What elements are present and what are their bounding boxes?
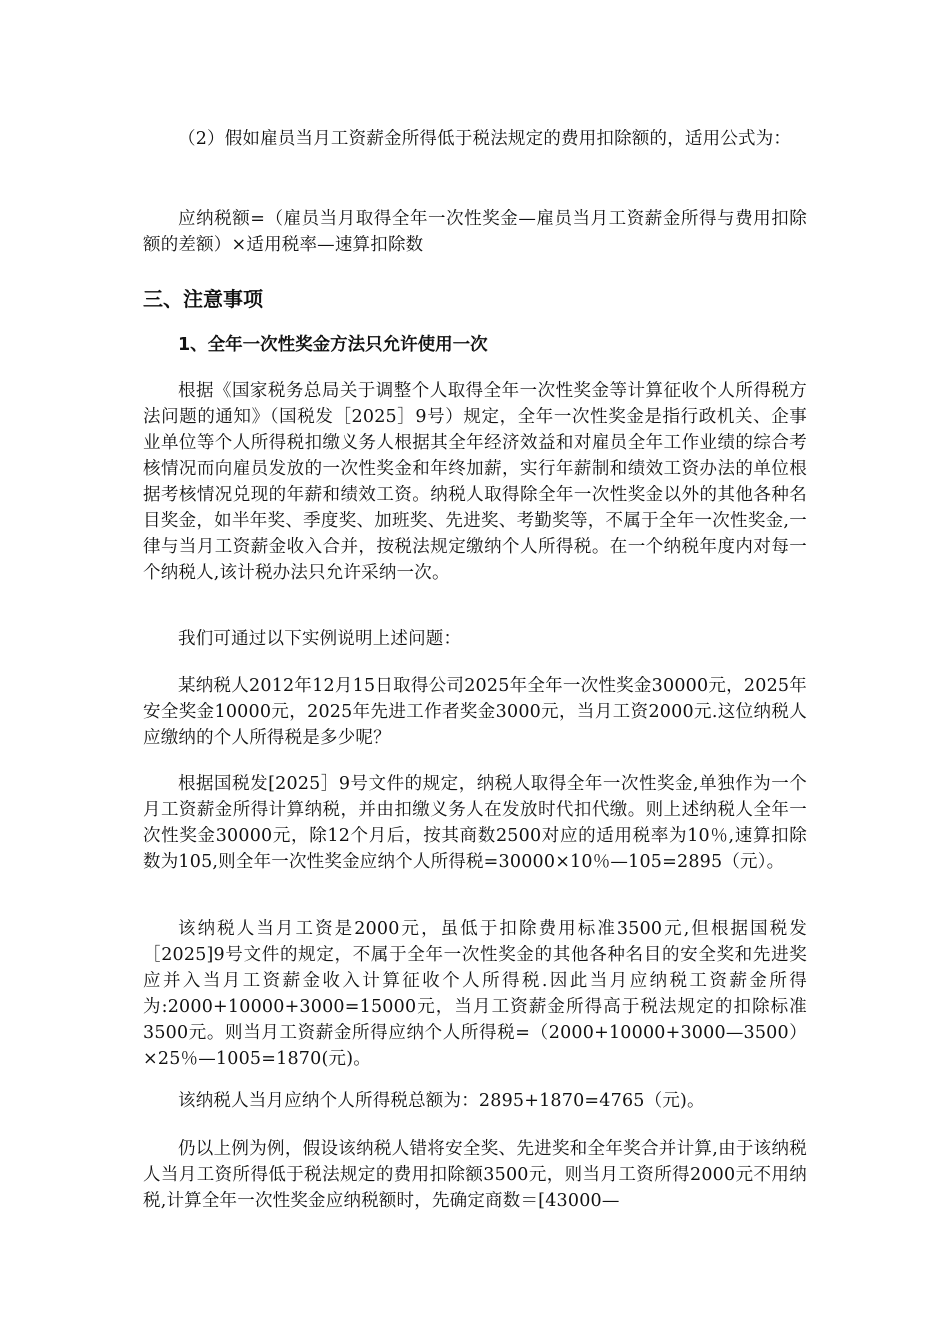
section-heading: 三、注意事项 [143,287,263,311]
paragraph-formula-intro: （2）假如雇员当月工资薪金所得低于税法规定的费用扣除额的，适用公式为： [178,129,792,149]
paragraph-total: 该纳税人当月应纳个人所得税总额为：2895+1870=4765（元)。 [178,1091,705,1111]
paragraph-salary-calculation: 该纳税人当月工资是2000元，虽低于扣除费用标准3500元,但根据国税发［2025]9号文件的规定，不属于全年一次性奖金的其他各种名目的安全奖和先进奖应并入当月工资薪金收入计算征收个人所得税.因此当月应纳税工资薪金所得为:2000+10000+3000=15000元，当月工资薪金所得高于税法规定的扣除标准3500元。则当月工资薪金所得应纳个人所得税=（2000+10000+3000—3500）×25％—1005=1870(元)。 [143,919,807,1069]
paragraph-regulation: 根据《国家税务总局关于调整个人取得全年一次性奖金等计算征收个人所得税方法问题的通知》（国税发［2025］9号）规定，全年一次性奖金是指行政机关、企事业单位等个人所得税扣缴义务人根据其全年经济效益和对雇员全年工作业绩的综合考核情况而向雇员发放的一次性奖金和年终加薪，实行年薪制和绩效工资办法的单位根据考核情况兑现的年薪和绩效工资。纳税人取得除全年一次性奖金以外的其他各种名目奖金，如半年奖、季度奖、加班奖、先进奖、考勤奖等，不属于全年一次性奖金,一律与当月工资薪金收入合并，按税法规定缴纳个人所得税。在一个纳税年度内对每一个纳税人,该计税办法只允许采纳一次。 [143,381,807,583]
paragraph-example-intro: 我们可通过以下实例说明上述问题： [178,629,462,649]
paragraph-error-example: 仍以上例为例，假设该纳税人错将安全奖、先进奖和全年奖合并计算,由于该纳税人当月工资所得低于税法规定的费用扣除额3500元，则当月工资所得2000元不用纳税,计算全年一次性奖金应纳税额时，先确定商数＝[43000— [143,1139,807,1211]
paragraph-bonus-calculation: 根据国税发[2025］9号文件的规定，纳税人取得全年一次性奖金,单独作为一个月工资薪金所得计算纳税，并由扣缴义务人在发放时代扣代缴。则上述纳税人全年一次性奖金30000元，除12个月后，按其商数2500对应的适用税率为10％,速算扣除数为105,则全年一次性奖金应纳个人所得税=30000×10％—105=2895（元）。 [143,774,807,872]
subsection-heading: 1、全年一次性奖金方法只允许使用一次 [178,335,488,355]
paragraph-example: 某纳税人2012年12月15日取得公司2025年全年一次性奖金30000元，2025年安全奖金10000元，2025年先进工作者奖金3000元，当月工资2000元.这位纳税人应缴纳的个人所得税是多少呢？ [143,676,807,748]
paragraph-formula: 应纳税额=（雇员当月取得全年一次性奖金—雇员当月工资薪金所得与费用扣除额的差额）×适用税率—速算扣除数 [143,209,807,255]
